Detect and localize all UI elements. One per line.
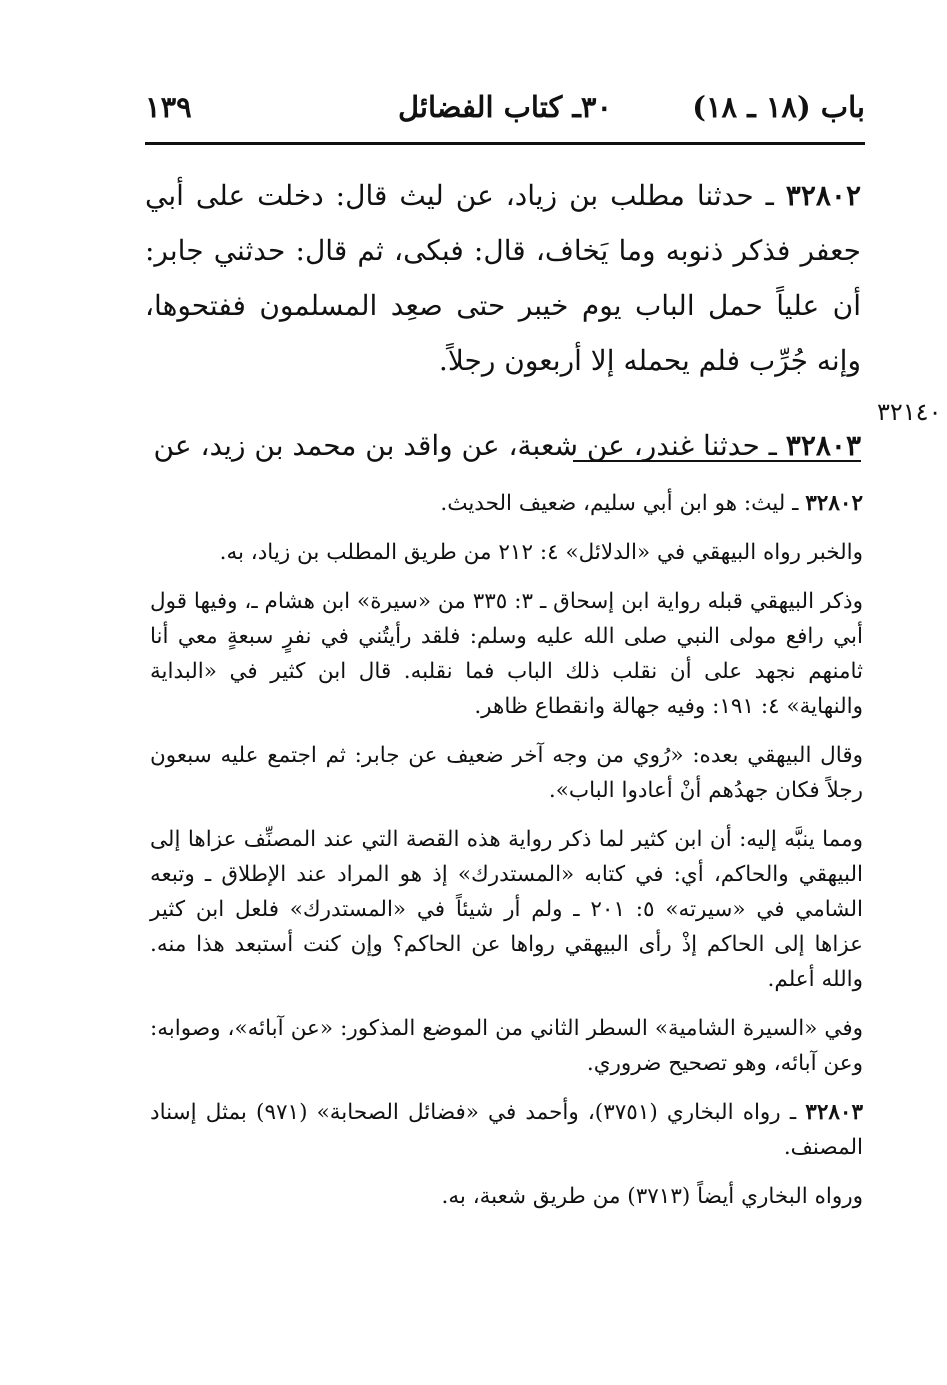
footnote-text: ـ رواه البخاري (٣٧٥١)، وأحمد في «فضائل الصحابة» (٩٧١) بمثل إسناد المصنف. — [150, 1100, 863, 1160]
book-title: ٣٠ـ كتاب الفضائل — [397, 90, 613, 124]
footnotes — [150, 486, 863, 1228]
footnote: ورواه البخاري أيضاً (٣٧١٣) من طريق شعبة، به. — [441, 1184, 863, 1209]
page-number: ١٣٩ — [145, 90, 192, 124]
hadith-number: ٣٢٨٠٣ — [785, 429, 861, 462]
hadith-paragraph — [145, 418, 861, 473]
margin-number: ٣٢١٤٠ — [877, 398, 942, 426]
hadith-paragraph — [145, 168, 861, 388]
hadith-number: ٣٢٨٠٢ — [785, 179, 861, 212]
footnote: وذكر البيهقي قبله رواية ابن إسحاق ـ ٣: ٣٣٥ من «سيرة» ابن هشام ـ، وفيها قول أبي رافع مولى النبي صلى الله عليه وسلم: فلقد رأيتُني في نفرٍ سبعةٍ معي أنا ثامنهم نجهد على أن نقلب ذلك الباب فما نقلبه. قال ابن كثير في «البداية والنهاية» ٤: ١٩١: وفيه جهالة وانقطاع ظاهر. — [150, 589, 864, 719]
hadith-text: ـ حدثنا مطلب بن زياد، عن ليث قال: دخلت على أبي جعفر فذكر ذنوبه وما يَخاف، قال: فبكى، ثم قال: حدثني جابر: أن علياً حمل الباب يوم خيبر حتى صعِد المسلمون ففتحوها، وإنه جُرِّب فلم يحمله إلا أربعون رجلاً. — [145, 179, 861, 377]
page-header — [145, 82, 865, 142]
chapter-heading: باب (١٨ ـ ١٨) — [692, 90, 865, 124]
header-rule — [145, 142, 865, 145]
main-text — [145, 168, 861, 473]
footnote-number: ٣٢٨٠٣ — [805, 1100, 864, 1125]
footnote-separator — [573, 460, 861, 462]
footnote: وقال البيهقي بعده: «رُوي من وجه آخر ضعيف عن جابر: ثم اجتمع عليه سبعون رجلاً فكان جهدُهم أنْ أعادوا الباب». — [150, 743, 863, 803]
footnote-text: ـ ليث: هو ابن أبي سليم، ضعيف الحديث. — [440, 491, 806, 516]
footnote: ومما ينبَّه إليه: أن ابن كثير لما ذكر رواية هذه القصة التي عند المصنِّف عزاها إلى البيهقي والحاكم، أي: في كتابه «المستدرك» إذ هو المراد عند الإطلاق ـ وتبعه الشامي في «سيرته» ٥: ٢٠١ ـ ولم أر شيئاً في «المستدرك» فلعل ابن كثير عزاها إلى الحاكم إذْ رأى البيهقي رواها عن الحاكم؟ وإن كنت أستبعد هذا منه. والله أعلم. — [150, 827, 864, 992]
footnote-number: ٣٢٨٠٢ — [805, 491, 863, 516]
footnote: والخبر رواه البيهقي في «الدلائل» ٤: ٢١٢ من طريق المطلب بن زياد، به. — [219, 540, 863, 565]
footnote: وفي «السيرة الشامية» السطر الثاني من الموضع المذكور: «عن آبائه»، وصوابه: وعن آبائه، وهو تصحيح ضروري. — [150, 1016, 863, 1076]
footnote — [150, 486, 863, 521]
footnote — [150, 1095, 863, 1165]
hadith-text: ـ حدثنا غندر، عن شعبة، عن واقد بن محمد بن زيد، عن — [153, 429, 786, 462]
